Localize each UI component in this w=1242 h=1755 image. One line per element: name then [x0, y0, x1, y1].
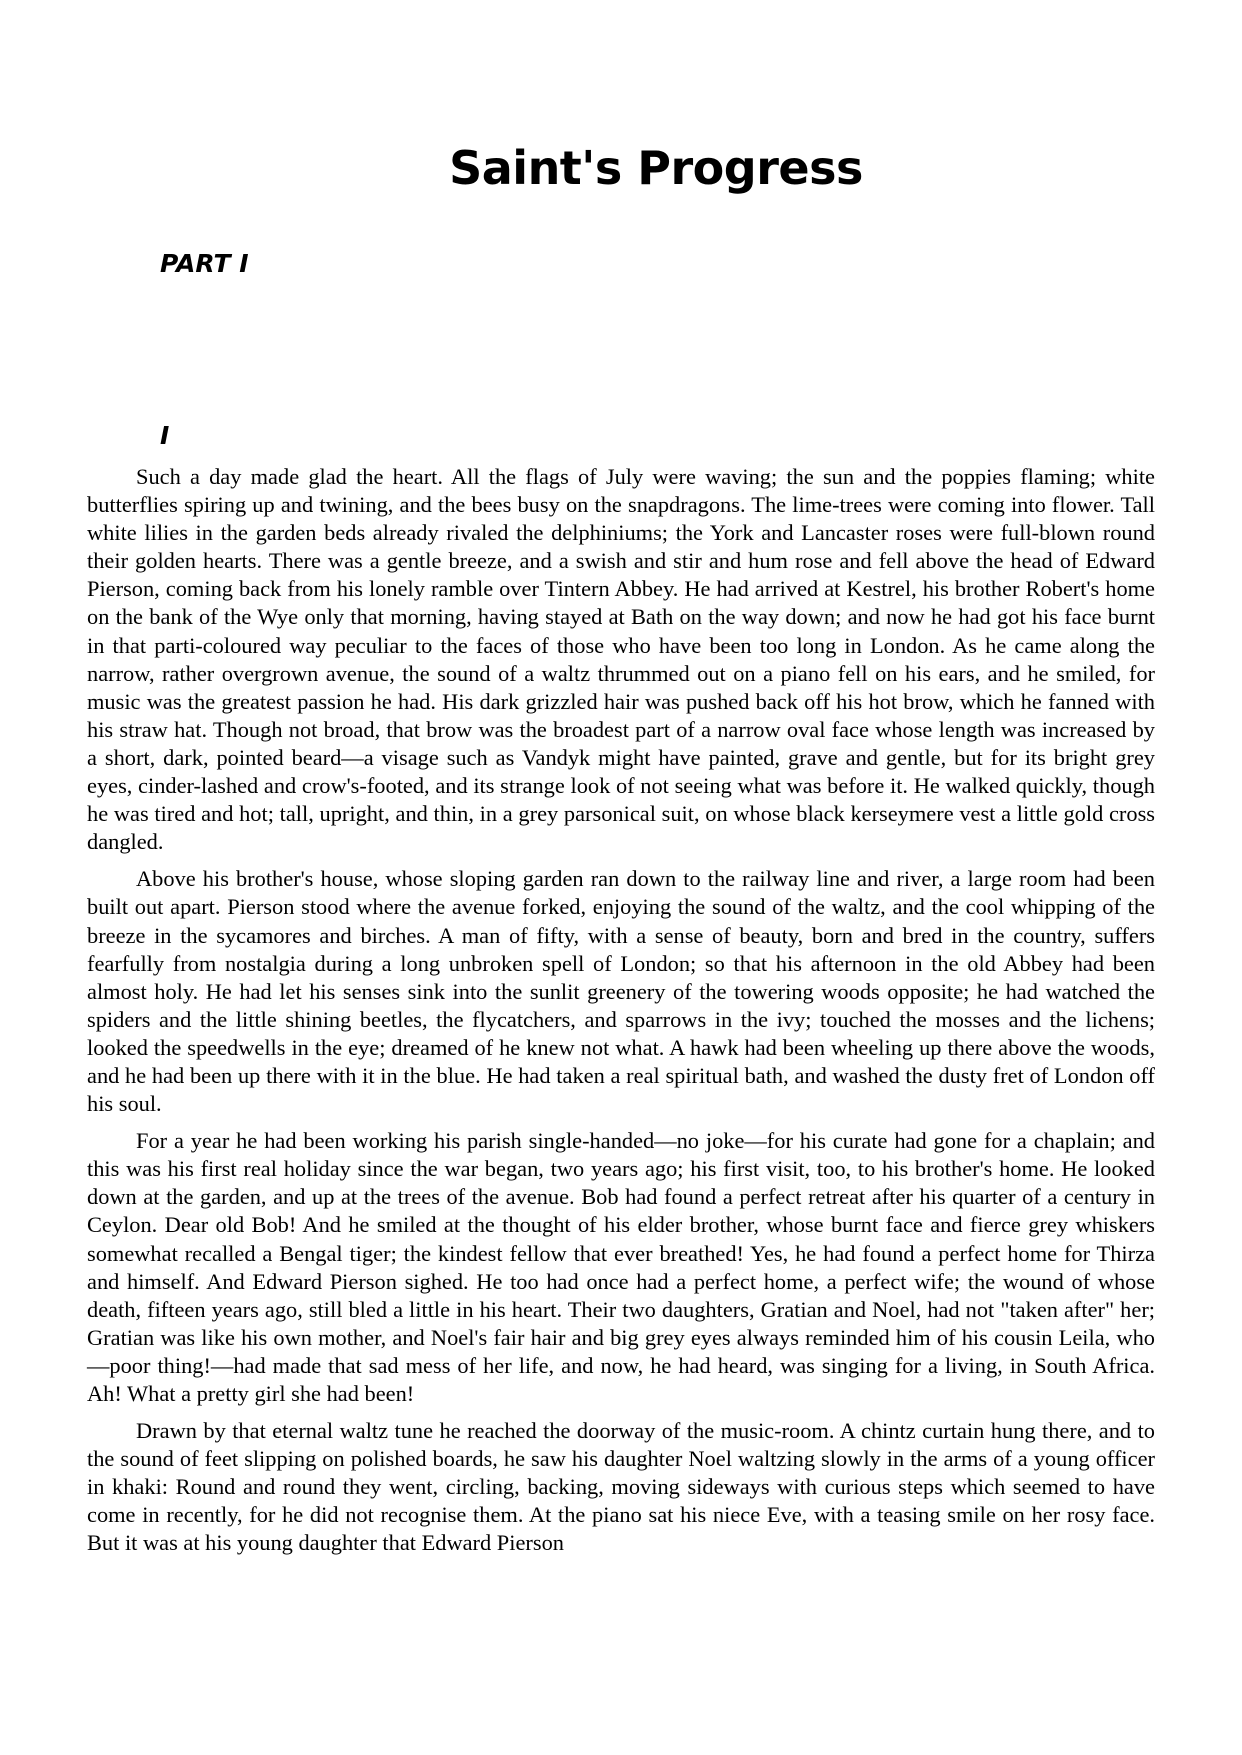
book-title: Saint's Progress	[449, 141, 863, 195]
chapter-body	[87, 463, 1155, 1567]
paragraph-3: For a year he had been working his parish single-handed—no joke—for his curate had gone for a chaplain; and this was his first real holiday since the war began, two years ago; his first visit, too, to his brother's home. He looked down at the garden, and up at the trees of the avenue. Bob had found a perfect retreat after his quarter of a century in Ceylon. Dear old Bob! And he smiled at the thought of his elder brother, whose burnt face and fierce grey whiskers somewhat recalled a Bengal tiger; the kindest fellow that ever breathed! Yes, he had found a perfect home for Thirza and himself. And Edward Pierson sighed. He too had once had a perfect home, a perfect wife; the wound of whose death, fifteen years ago, still bled a little in his heart. Their two daughters, Gratian and Noel, had not "taken after" her; Gratian was like his own mother, and Noel's fair hair and big grey eyes always reminded him of his cousin Leila, who—poor thing!—had made that sad mess of her life, and now, he had heard, was singing for a living, in South Africa. Ah! What a pretty girl she had been!	[87, 1128, 1155, 1406]
chapter-heading: I	[160, 421, 170, 450]
paragraph-2: Above his brother's house, whose sloping garden ran down to the railway line and river, a large room had been built out apart. Pierson stood where the avenue forked, enjoying the sound of the waltz, and the cool whipping of the breeze in the sycamores and birches. A man of fifty, with a sense of beauty, born and bred in the country, suffers fearfully from nostalgia during a long unbroken spell of London; so that his afternoon in the old Abbey had been almost holy. He had let his senses sink into the sunlit greenery of the towering woods opposite; he had watched the spiders and the little shining beetles, the flycatchers, and sparrows in the ivy; touched the mosses and the lichens; looked the speedwells in the eye; dreamed of he knew not what. A hawk had been wheeling up there above the woods, and he had been up there with it in the blue. He had taken a real spiritual bath, and washed the dusty fret of London off his soul.	[87, 866, 1155, 1117]
part-heading: PART I	[160, 249, 249, 278]
paragraph-1: Such a day made glad the heart. All the flags of July were waving; the sun and the poppies flaming; white butterflies spiring up and twining, and the bees busy on the snapdragons. The lime-trees were coming into flower. Tall white lilies in the garden beds already rivaled the delphiniums; the York and Lancaster roses were full-blown round their golden hearts. There was a gentle breeze, and a swish and stir and hum rose and fell above the head of Edward Pierson, coming back from his lonely ramble over Tintern Abbey. He had arrived at Kestrel, his brother Robert's home on the bank of the Wye only that morning, having stayed at Bath on the way down; and now he had got his face burnt in that parti-coloured way peculiar to the faces of those who have been too long in London. As he came along the narrow, rather overgrown avenue, the sound of a waltz thrummed out on a piano fell on his ears, and he smiled, for music was the greatest passion he had. His dark grizzled hair was pushed back off his hot brow, which he fanned with his straw hat. Though not broad, that brow was the broadest part of a narrow oval face whose length was increased by a short, dark, pointed beard—a visage such as Vandyk might have painted, grave and gentle, but for its bright grey eyes, cinder-lashed and crow's-footed, and its strange look of not seeing what was before it. He walked quickly, though he was tired and hot; tall, upright, and thin, in a grey parsonical suit, on whose black kerseymere vest a little gold cross dangled.	[87, 464, 1155, 855]
paragraph-4: Drawn by that eternal waltz tune he reached the doorway of the music-room. A chintz curtain hung there, and to the sound of feet slipping on polished boards, he saw his daughter Noel waltzing slowly in the arms of a young officer in khaki: Round and round they went, circling, backing, moving sideways with curious steps which seemed to have come in recently, for he did not recognise them. At the piano sat his niece Eve, with a teasing smile on her rosy face. But it was at his young daughter that Edward Pierson	[87, 1418, 1155, 1556]
